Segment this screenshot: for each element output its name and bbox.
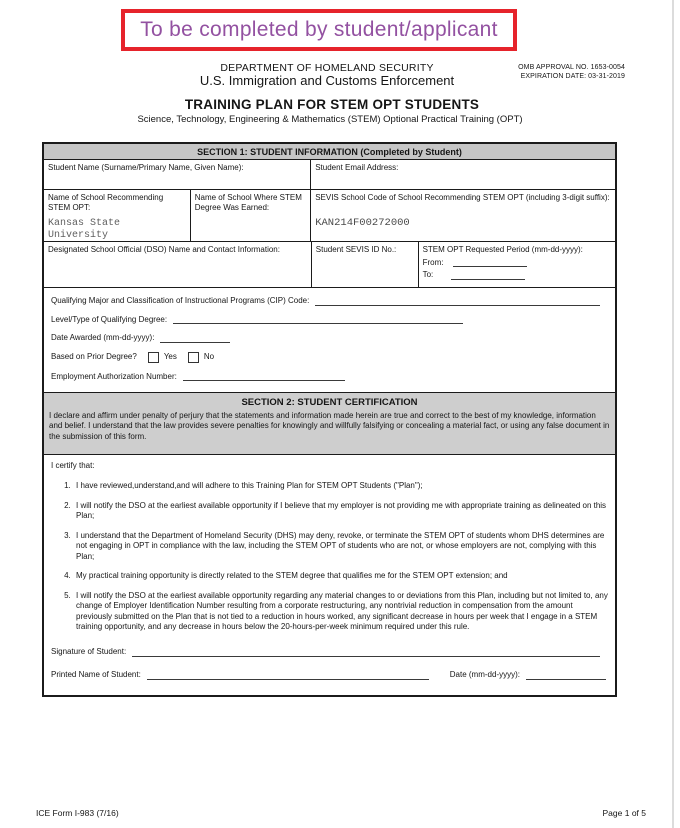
omb-block (518, 63, 625, 81)
form-subtitle: Science, Technology, Engineering & Mathematics (STEM) Optional Practical Training (OPT) (137, 114, 523, 125)
cip-code-field[interactable] (315, 297, 600, 306)
qualifying-degree-block (44, 288, 615, 393)
no-checkbox[interactable] (188, 352, 199, 363)
annotation-text: To be completed by student/applicant (140, 18, 498, 41)
sevis-id-label: Student SEVIS ID No.: (315, 245, 397, 254)
certification-block (44, 455, 615, 695)
form-number: ICE Form I-983 (7/16) (36, 808, 119, 818)
sevis-code-cell[interactable] (311, 190, 615, 241)
to-label: To: (422, 270, 434, 279)
table-row (44, 160, 615, 190)
student-name-cell[interactable] (44, 160, 311, 189)
form-table (42, 142, 617, 697)
section2-header-block (44, 393, 615, 455)
certify-intro: I certify that: (51, 461, 95, 470)
student-name-label: Student Name (Surname/Primary Name, Given Name): (48, 163, 244, 172)
sevis-code-label: SEVIS School Code of School Recommending STEM OPT (including 3-digit suffix): (315, 193, 610, 202)
annotation-banner (121, 9, 517, 51)
no-label: No (203, 352, 215, 362)
printed-name-field[interactable] (147, 671, 429, 680)
cert-item-2: 2. I will notify the DSO at the earliest available opportunity if I believe that my employer is not providing me with appropriate training as delineated on this Plan; (73, 501, 608, 522)
yes-label: Yes (163, 352, 177, 362)
agency-line2: U.S. Immigration and Customs Enforcement (199, 73, 455, 88)
student-email-cell[interactable] (311, 160, 615, 189)
cert-item-3: 3. I understand that the Department of Homeland Security (DHS) may deny, revoke, or terminate the STEM OPT of students whom DHS determines are not engaging in OPT in compliance with the law, including the STEM OPT of students who are not, or whose employers are not, complying with this Plan; (73, 531, 608, 563)
degree-level-field[interactable] (173, 315, 463, 324)
sevis-id-cell[interactable] (312, 242, 419, 287)
page-number: Page 1 of 5 (602, 808, 646, 818)
signature-field[interactable] (132, 648, 600, 657)
table-row (44, 242, 615, 288)
agency-line1: DEPARTMENT OF HOMELAND SECURITY (220, 62, 434, 74)
employment-auth-label: Employment Authorization Number: (51, 371, 177, 381)
signature-label: Signature of Student: (51, 646, 127, 656)
student-email-label: Student Email Address: (315, 163, 399, 172)
cert-item-1: 1. I have reviewed,understand,and will adhere to this Training Plan for STEM OPT Students ("Plan"); (73, 481, 608, 492)
certification-list (51, 481, 608, 633)
cert-item-4: 4. My practical training opportunity is directly related to the STEM degree that qualifies me for the STEM OPT extension; and (73, 571, 608, 582)
yes-checkbox[interactable] (148, 352, 159, 363)
to-date-field[interactable] (451, 271, 525, 280)
omb-expiration-date: EXPIRATION DATE: 03-31-2019 (520, 73, 625, 80)
form-title: TRAINING PLAN FOR STEM OPT STUDENTS (184, 97, 480, 112)
from-label: From: (422, 257, 444, 267)
section2-header: SECTION 2: STUDENT CERTIFICATION (241, 397, 418, 408)
date-label: Date (mm-dd-yyyy): (449, 669, 520, 679)
date-field[interactable] (526, 671, 606, 680)
dso-label: Designated School Official (DSO) Name and Contact Information: (48, 245, 280, 254)
sevis-code-value: KAN214F00272000 (315, 216, 410, 229)
printed-name-label: Printed Name of Student: (51, 669, 141, 679)
requested-period-cell (419, 242, 615, 287)
omb-approval-number: OMB APPROVAL NO. 1653-0054 (518, 64, 625, 71)
requested-period-label: STEM OPT Requested Period (mm-dd-yyyy): (422, 245, 583, 254)
date-awarded-field[interactable] (160, 334, 230, 343)
school-recommending-value: Kansas State University (48, 218, 121, 241)
prior-degree-label: Based on Prior Degree? (51, 352, 137, 362)
section1-header: SECTION 1: STUDENT INFORMATION (Completed by Student) (44, 144, 615, 160)
cip-code-label: Qualifying Major and Classification of Instructional Programs (CIP) Code: (51, 296, 310, 305)
dso-cell[interactable] (44, 242, 312, 287)
school-degree-cell[interactable] (191, 190, 311, 241)
degree-level-label: Level/Type of Qualifying Degree: (51, 314, 168, 324)
perjury-declaration: I declare and affirm under penalty of perjury that the statements and information made herein are true and correct to the best of my knowledge, information and belief. I understand that the law provides severe penalties for knowingly and willfully falsifying or concealing a material fact, or using any false document in the submission of this form. (49, 411, 610, 441)
school-degree-label: Name of School Where STEM Degree Was Earned: (194, 193, 302, 212)
table-row (44, 190, 615, 242)
scan-edge-artifact (672, 0, 674, 828)
date-awarded-label: Date Awarded (mm-dd-yyyy): (51, 333, 155, 342)
from-date-field[interactable] (453, 258, 527, 267)
school-recommending-label: Name of School Recommending STEM OPT: (48, 193, 164, 212)
school-recommending-cell[interactable] (44, 190, 191, 241)
cert-item-5: 5. I will notify the DSO at the earliest available opportunity regarding any material changes to or deviations from this Plan, including but not limited to, any change of Employer Identification Number resulting from a corporate restructuring, any nontrivial reduction in compensation from the amount previously submitted on the Plan that is not tied to a reduction in hours worked, any significant decrease in hours per week that I engage in a STEM training opportunity, and any decrease in hours below the 20-hours-per-week minimum required under this rule. (73, 591, 608, 633)
employment-auth-field[interactable] (183, 372, 345, 381)
